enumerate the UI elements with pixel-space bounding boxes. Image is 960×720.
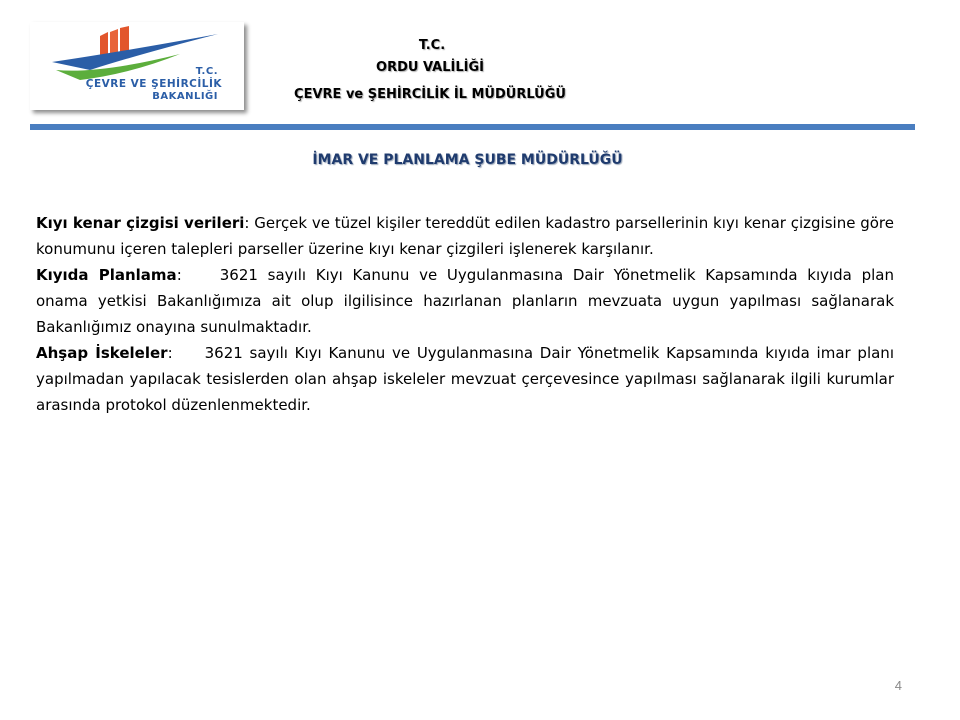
section-title: İMAR VE PLANLAMA ŞUBE MÜDÜRLÜĞÜ [312, 152, 623, 168]
paragraph-kiyida-planlama [36, 262, 894, 340]
paragraph-text: Gerçek ve tüzel kişiler tereddüt edilen kadastro parsellerinin kıyı kenar çizgisine göre konumunu içeren talepleri parseller üzerine kıyı kenar çizgileri işlenerek karşılanır. [36, 214, 894, 258]
paragraph-kiyi-kenar [36, 210, 894, 262]
paragraph-term: Kıyıda Planlama [36, 266, 177, 284]
paragraph-separator: : [176, 266, 182, 284]
logo-ministry-suffix: BAKANLIĞI [152, 91, 218, 102]
header-divider [30, 124, 915, 130]
header-tc: T.C. [418, 38, 446, 53]
paragraph-text: 3621 sayılı Kıyı Kanunu ve Uygulanmasına Dair Yönetmelik Kapsamında kıyıda imar planı yapılmadan yapılacak tesislerden olan ahşap iskeleler mevzuat çerçevesince yapılması sağlanarak ilgili kurumlar arasında protokol düzenlenmektedir. [36, 344, 894, 414]
paragraph-term: Ahşap İskeleler [36, 344, 168, 362]
logo-tc: T.C. [195, 66, 218, 77]
paragraph-term: Kıyı kenar çizgisi verileri [36, 214, 245, 232]
paragraph-separator: : [167, 344, 173, 362]
ministry-logo [30, 22, 244, 110]
body-content [36, 210, 894, 418]
logo-ministry-name: ÇEVRE VE ŞEHİRCİLİK [85, 78, 222, 90]
page-number: 4 [894, 678, 902, 693]
header-valilik: ORDU VALİLİĞİ [376, 60, 484, 75]
paragraph-separator: : [244, 214, 255, 232]
paragraph-ahsap-iskeleler [36, 340, 894, 418]
header-mudurluk: ÇEVRE ve ŞEHİRCİLİK İL MÜDÜRLÜĞÜ [294, 87, 566, 102]
paragraph-text: 3621 sayılı Kıyı Kanunu ve Uygulanmasına Dair Yönetmelik Kapsamında kıyıda plan onama yetkisi Bakanlığımıza ait olup ilgilisince hazırlanan planların mevzuata uygun yapılması sağlanarak Bakanlığımız onayına sunulmaktadır. [36, 266, 894, 336]
